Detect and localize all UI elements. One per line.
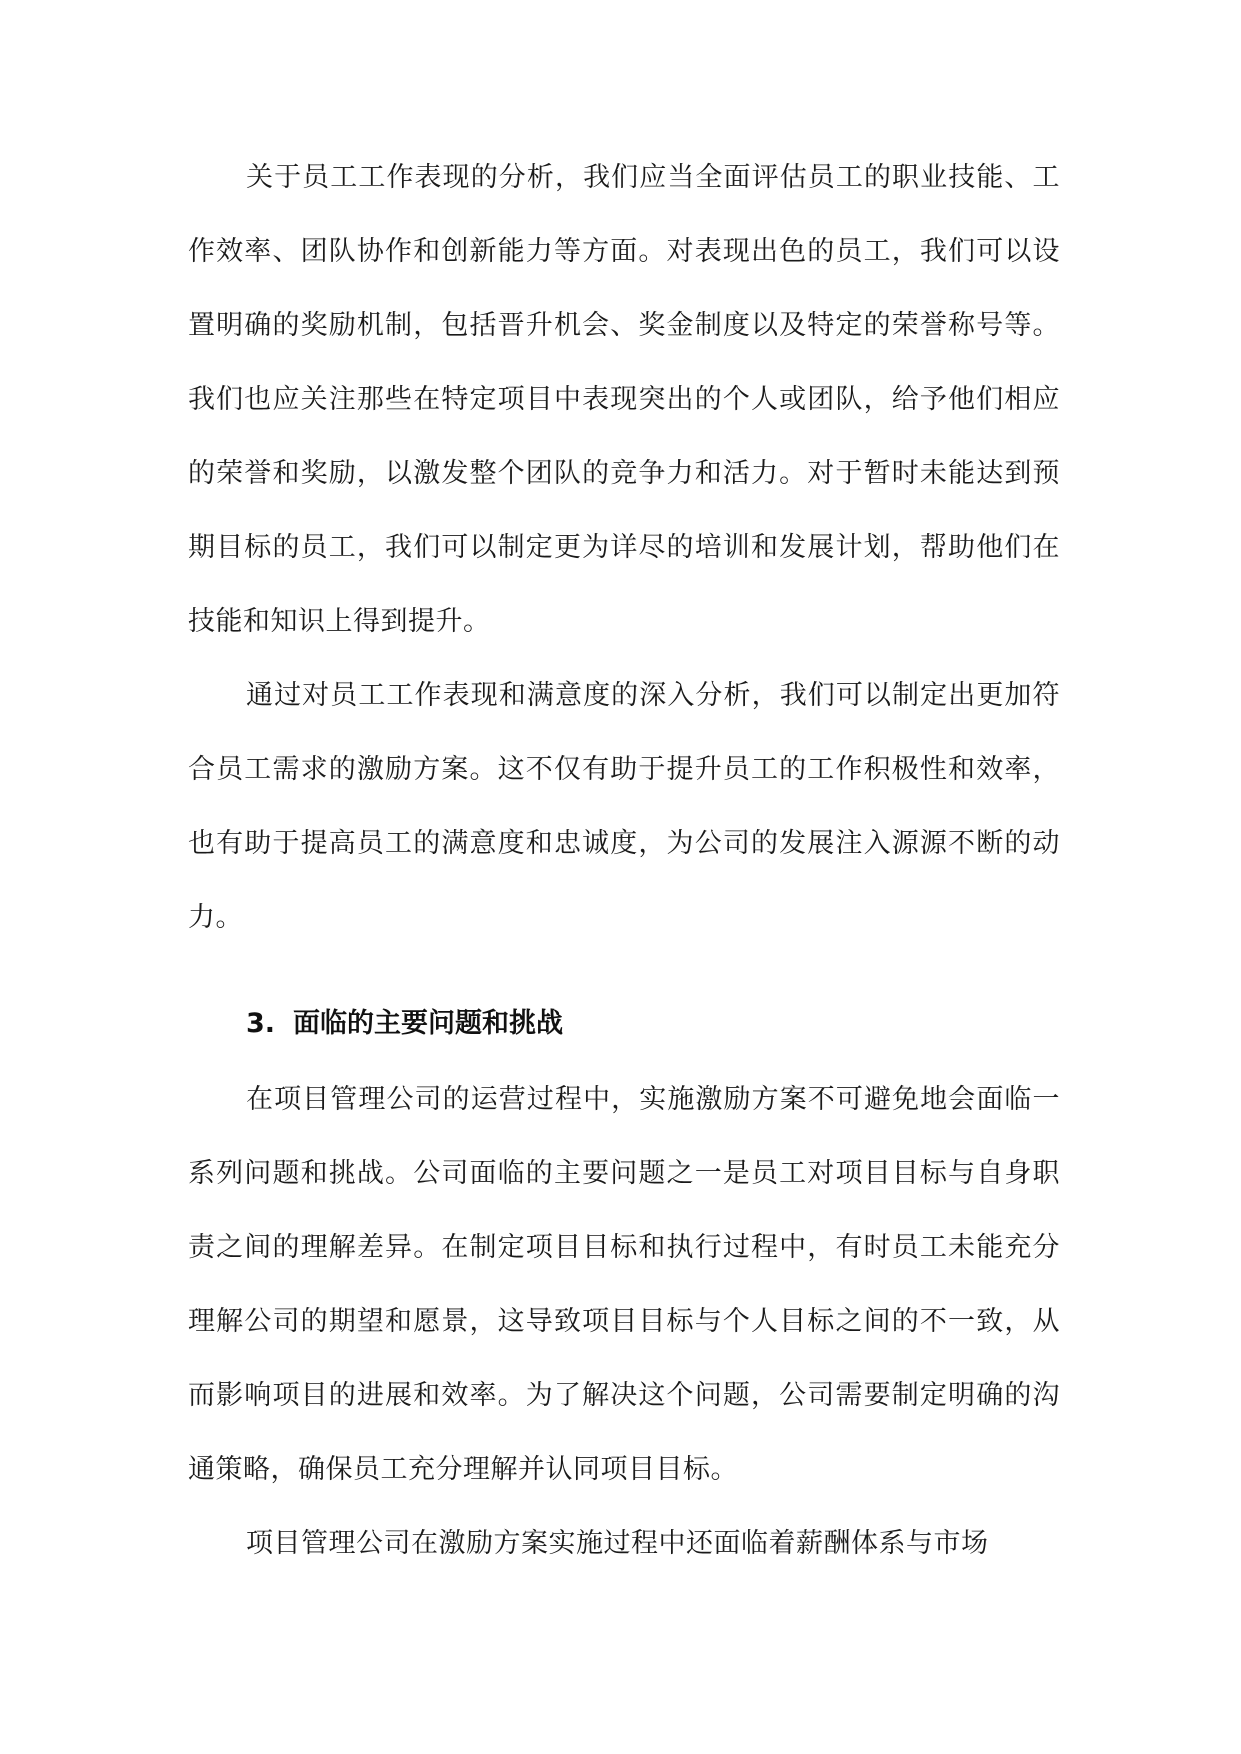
paragraph-compensation-system: 项目管理公司在激励方案实施过程中还面临着薪酬体系与市场 <box>246 1528 989 1559</box>
section-number: 3. <box>246 1008 276 1039</box>
section-spacer <box>188 955 1060 985</box>
section-title: 面临的主要问题和挑战 <box>293 1008 564 1039</box>
paragraph-incentive-plan: 通过对员工工作表现和满意度的深入分析，我们可以制定出更加符合员工需求的激励方案。这不仅有助于提升员工的工作积极性和效率，也有助于提高员工的满意度和忠诚度，为公司的发展注入源源不断的动力。 <box>188 680 1060 933</box>
paragraph-performance-analysis: 关于员工工作表现的分析，我们应当全面评估员工的职业技能、工作效率、团队协作和创新能力等方面。对表现出色的员工，我们可以设置明确的奖励机制，包括晋升机会、奖金制度以及特定的荣誉称号等。我们也应关注那些在特定项目中表现突出的个人或团队，给予他们相应的荣誉和奖励，以激发整个团队的竞争力和活力。对于暂时未能达到预期目标的员工，我们可以制定更为详尽的培训和发展计划，帮助他们在技能和知识上得到提升。 <box>188 162 1060 637</box>
document-body <box>188 141 1060 1581</box>
section-heading <box>188 985 1060 1063</box>
paragraph-understanding-gap: 在项目管理公司的运营过程中，实施激励方案不可避免地会面临一系列问题和挑战。公司面临的主要问题之一是员工对项目目标与自身职责之间的理解差异。在制定项目目标和执行过程中，有时员工未能充分理解公司的期望和愿景，这导致项目目标与个人目标之间的不一致，从而影响项目的进展和效率。为了解决这个问题，公司需要制定明确的沟通策略，确保员工充分理解并认同项目目标。 <box>188 1084 1060 1485</box>
